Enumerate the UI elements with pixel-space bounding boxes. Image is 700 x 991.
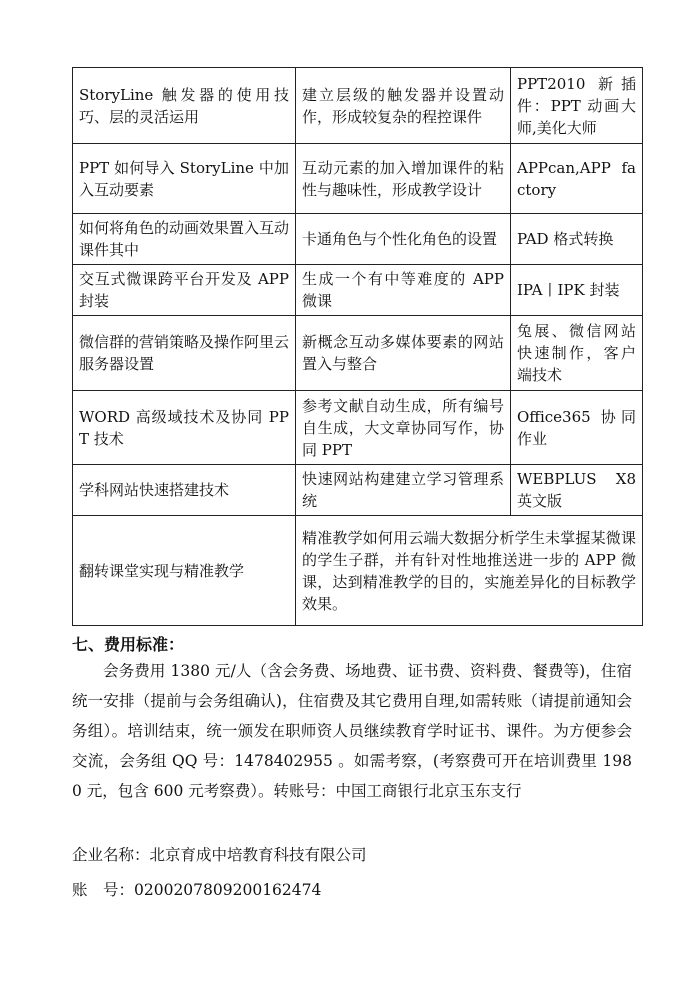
- table-cell-tools: WEBPLUS X8 英文版: [511, 465, 643, 516]
- table-cell-content: 建立层级的触发器并设置动作，形成较复杂的程控课件: [296, 68, 511, 144]
- table-row: [73, 214, 643, 265]
- table-cell-content: 参考文献自动生成，所有编号自生成，大文章协同写作，协同 PPT: [296, 391, 511, 465]
- table-cell-tools: 兔展、微信网站快速制作，客户端技术: [511, 316, 643, 391]
- table-cell-topic: WORD 高级域技术及协同 PPT 技术: [73, 391, 296, 465]
- course-table: [72, 67, 643, 626]
- account-number: 账 号：0200207809200162474: [72, 881, 322, 899]
- table-cell-content-merged: 精准教学如何用云端大数据分析学生未掌握某微课的学生子群，并有针对性地推送进一步的 APP 微课，达到精准教学的目的，实施差异化的目标教学效果。: [296, 516, 643, 626]
- table-cell-topic: 学科网站快速搭建技术: [73, 465, 296, 516]
- table-cell-content: 新概念互动多媒体要素的网站置入与整合: [296, 316, 511, 391]
- table-cell-tools: PAD 格式转换: [511, 214, 643, 265]
- table-cell-topic: 交互式微课跨平台开发及 APP 封装: [73, 265, 296, 316]
- company-name: 企业名称：北京育成中培教育科技有限公司: [72, 846, 367, 864]
- table-cell-tools: APPcan,APP factory: [511, 144, 643, 214]
- table-row: [73, 465, 643, 516]
- table-cell-tools: PPT2010 新插件：PPT 动画大师,美化大师: [511, 68, 643, 144]
- table-cell-content: 快速网站构建建立学习管理系统: [296, 465, 511, 516]
- section-heading-fees: 七、费用标准：: [72, 635, 185, 654]
- fee-paragraph-text: 会务费用 1380 元/人（含会务费、场地费、证书费、资料费、餐费等)，住宿统一安排（提前与会务组确认)，住宿费及其它费用自理,如需转账（请提前通知会务组）。培训结束，统一颁发在职师资人员继续教育学时证书、课件。为方便参会交流，会务组 QQ 号：1478402955 。如需考察，(考察费可开在培训费里 1980 元，包含 600 元考察费）。转账号：中国工商银行北京玉东支行: [72, 662, 632, 800]
- table-row: [73, 265, 643, 316]
- table-cell-content: 卡通角色与个性化角色的设置: [296, 214, 511, 265]
- table-cell-topic: 翻转课堂实现与精准教学: [73, 516, 296, 626]
- table-cell-topic: 微信群的营销策略及操作阿里云服务器设置: [73, 316, 296, 391]
- table-cell-topic: StoryLine 触发器的使用技巧、层的灵活运用: [73, 68, 296, 144]
- table-cell-content: 互动元素的加入增加课件的粘性与趣味性，形成教学设计: [296, 144, 511, 214]
- table-cell-topic: PPT 如何导入 StoryLine 中加入互动要素: [73, 144, 296, 214]
- table-row: [73, 316, 643, 391]
- table-cell-topic: 如何将角色的动画效果置入互动课件其中: [73, 214, 296, 265]
- table-cell-tools: Office365 协同作业: [511, 391, 643, 465]
- table-row: [73, 516, 643, 626]
- table-cell-tools: IPA丨IPK 封装: [511, 265, 643, 316]
- table-row: [73, 68, 643, 144]
- table-cell-content: 生成一个有中等难度的 APP 微课: [296, 265, 511, 316]
- table-row: [73, 144, 643, 214]
- fee-paragraph: [72, 656, 632, 806]
- table-row: [73, 391, 643, 465]
